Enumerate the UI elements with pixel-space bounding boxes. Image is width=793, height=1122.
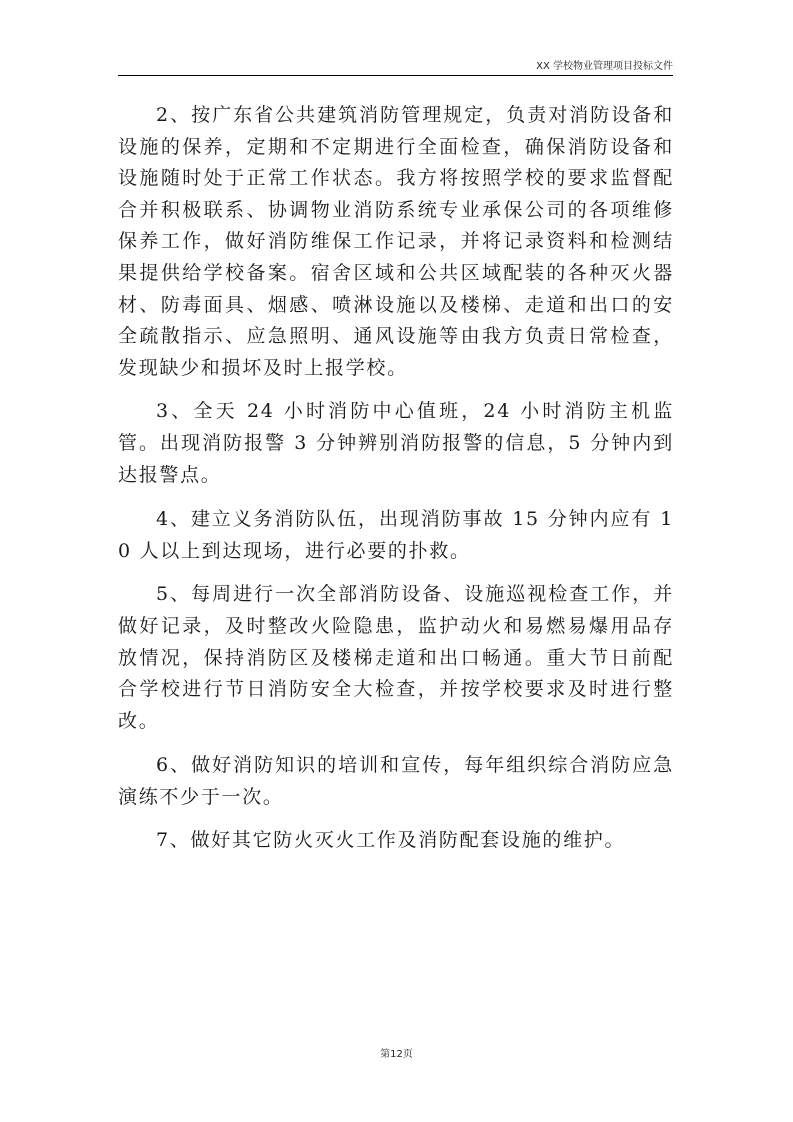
paragraph-item-4: 4、建立义务消防队伍，出现消防事故 15 分钟内应有 10 人以上到达现场，进行必要的扑救。 [118, 508, 674, 562]
paragraph-item-6: 6、做好消防知识的培训和宣传，每年组织综合消防应急演练不少于一次。 [118, 754, 674, 808]
paragraph-item-2: 2、按广东省公共建筑消防管理规定，负责对消防设备和设施的保养，定期和不定期进行全面检查，确保消防设备和设施随时处于正常工作状态。我方将按照学校的要求监督配合并积极联系、协调物业消防系统专业承保公司的各项维修保养工作，做好消防维保工作记录，并将记录资料和检测结果提供给学校备案。宿舍区域和公共区域配装的各种灭火器材、防毒面具、烟感、喷淋设施以及楼梯、走道和出口的安全疏散指示、应急照明、通风设施等由我方负责日常检查，发现缺少和损坏及时上报学校。 [118, 104, 674, 379]
page-number: 第12页 [380, 1049, 413, 1060]
document-body [118, 100, 674, 857]
document-title: XX 学校物业管理项目投标文件 [536, 61, 673, 72]
paragraph-item-7: 7、做好其它防火灭火工作及消防配套设施的维护。 [156, 829, 626, 852]
page-header [118, 55, 673, 76]
paragraph-item-3: 3、全天 24 小时消防中心值班，24 小时消防主机监管。出现消防报警 3 分钟辨别消防报警的信息，5 分钟内到达报警点。 [118, 400, 674, 486]
paragraph-item-5: 5、每周进行一次全部消防设备、设施巡视检查工作，并做好记录，及时整改火险隐患，监护动火和易燃易爆用品存放情况，保持消防区及楼梯走道和出口畅通。重大节日前配合学校进行节日消防安全大检查，并按学校要求及时进行整改。 [118, 583, 674, 732]
